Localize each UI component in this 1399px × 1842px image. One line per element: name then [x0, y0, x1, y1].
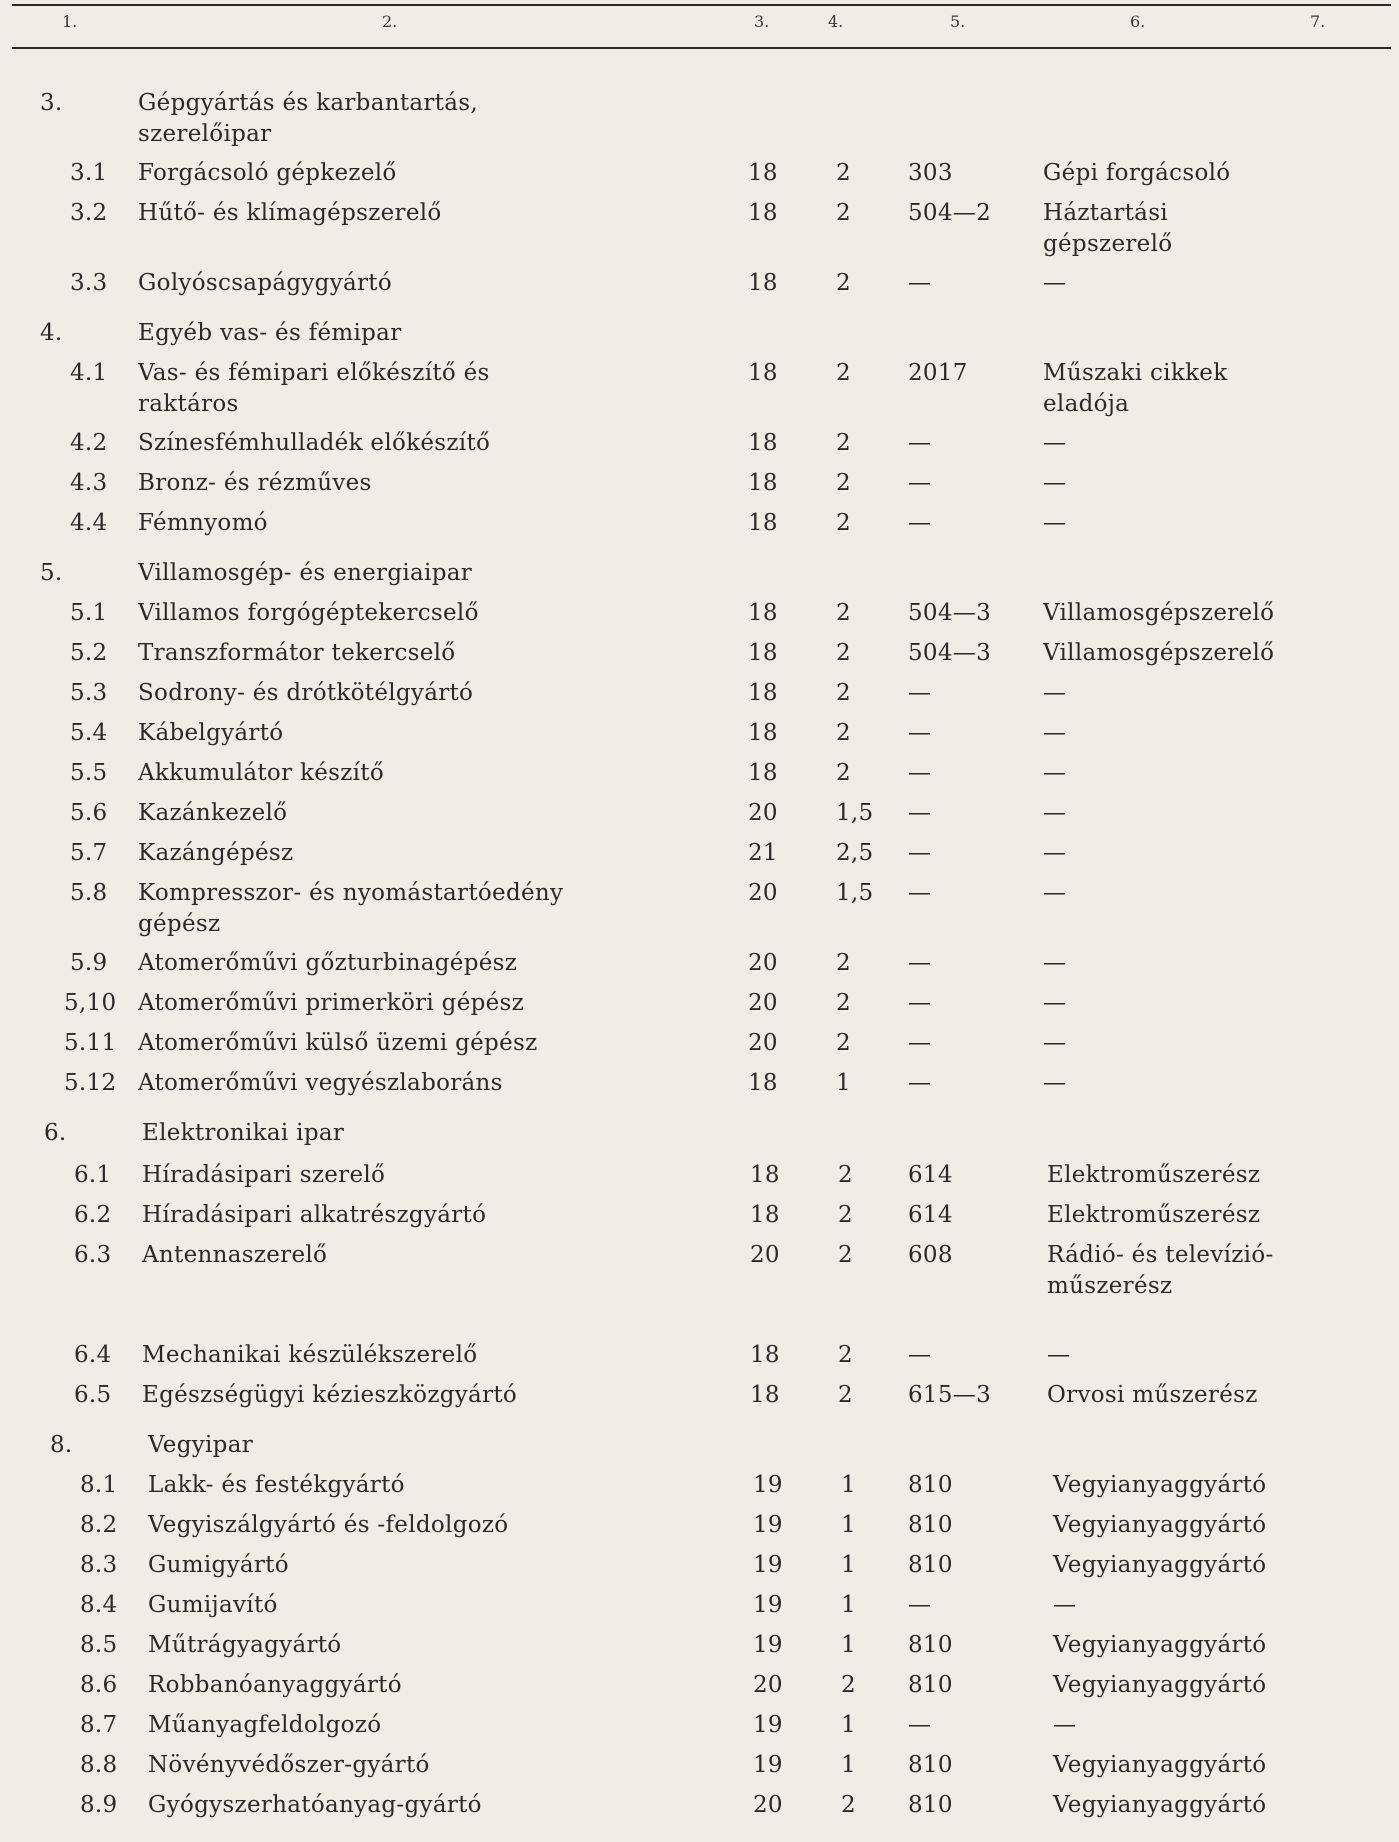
section-number: 3.	[40, 90, 63, 116]
row-number: 4.3	[70, 470, 108, 496]
code-cell: 810	[908, 1632, 953, 1658]
min-age-cell: 18	[748, 360, 778, 386]
duration-cell: 1	[841, 1712, 856, 1738]
occupation-name: Hűtő- és klímagépszerelő	[138, 200, 442, 226]
duration-cell: 1	[841, 1592, 856, 1618]
duration-cell: 1	[841, 1752, 856, 1778]
section-number: 6.	[44, 1120, 67, 1146]
related-occupation-cell: Műszaki cikkek eladója	[1043, 360, 1228, 417]
duration-cell: 2	[836, 360, 851, 386]
row-number: 8.4	[80, 1592, 118, 1618]
occupation-name: Transzformátor tekercselő	[138, 640, 456, 666]
min-age-cell: 18	[748, 680, 778, 706]
code-cell: —	[908, 950, 932, 976]
code-cell: —	[908, 1070, 932, 1096]
related-occupation-cell: Vegyianyaggyártó	[1053, 1752, 1267, 1778]
duration-cell: 1,5	[836, 880, 874, 906]
code-cell: 810	[908, 1512, 953, 1538]
duration-cell: 2	[836, 1030, 851, 1056]
duration-cell: 2	[836, 600, 851, 626]
duration-cell: 2	[836, 720, 851, 746]
top-rule	[12, 4, 1391, 6]
min-age-cell: 20	[748, 990, 778, 1016]
related-occupation-cell: Vegyianyaggyártó	[1053, 1792, 1267, 1818]
code-cell: —	[908, 840, 932, 866]
related-occupation-cell: Vegyianyaggyártó	[1053, 1672, 1267, 1698]
code-cell: —	[908, 510, 932, 536]
related-occupation-cell: —	[1043, 720, 1067, 746]
duration-cell: 2	[838, 1202, 853, 1228]
min-age-cell: 20	[753, 1792, 783, 1818]
row-number: 8.3	[80, 1552, 118, 1578]
related-occupation-cell: Villamosgépszerelő	[1043, 640, 1275, 666]
min-age-cell: 18	[748, 600, 778, 626]
row-number: 5.7	[70, 840, 108, 866]
occupation-name: Vegyiszálgyártó és -feldolgozó	[148, 1512, 509, 1538]
row-number: 8.9	[80, 1792, 118, 1818]
row-number: 5.11	[64, 1030, 117, 1056]
min-age-cell: 20	[748, 880, 778, 906]
column-header-1: 1.	[62, 12, 78, 31]
code-cell: 810	[908, 1552, 953, 1578]
code-cell: 810	[908, 1792, 953, 1818]
code-cell: 810	[908, 1472, 953, 1498]
min-age-cell: 18	[750, 1342, 780, 1368]
code-cell: —	[908, 1030, 932, 1056]
code-cell: 810	[908, 1752, 953, 1778]
occupation-name: Kábelgyártó	[138, 720, 284, 746]
row-number: 5.9	[70, 950, 108, 976]
code-cell: —	[908, 760, 932, 786]
occupation-name: Fémnyomó	[138, 510, 268, 536]
code-cell: —	[908, 880, 932, 906]
column-header-2: 2.	[382, 12, 398, 31]
row-number: 5.8	[70, 880, 108, 906]
row-number: 8.5	[80, 1632, 118, 1658]
row-number: 5.12	[64, 1070, 117, 1096]
row-number: 4.1	[70, 360, 108, 386]
column-header-6: 6.	[1130, 12, 1146, 31]
related-occupation-cell: Villamosgépszerelő	[1043, 600, 1275, 626]
code-cell: —	[908, 800, 932, 826]
duration-cell: 1	[841, 1512, 856, 1538]
row-number: 5.5	[70, 760, 108, 786]
row-number: 5.2	[70, 640, 108, 666]
duration-cell: 2	[836, 510, 851, 536]
duration-cell: 2	[838, 1382, 853, 1408]
column-header-4: 4.	[828, 12, 844, 31]
min-age-cell: 20	[748, 800, 778, 826]
min-age-cell: 18	[750, 1382, 780, 1408]
row-number: 5.3	[70, 680, 108, 706]
duration-cell: 1	[841, 1472, 856, 1498]
related-occupation-cell: Rádió- és televízió-műszerész	[1047, 1242, 1274, 1299]
related-occupation-cell: —	[1043, 880, 1067, 906]
min-age-cell: 19	[753, 1512, 783, 1538]
row-number: 8.2	[80, 1512, 118, 1538]
occupation-name: Atomerőművi vegyészlaboráns	[138, 1070, 503, 1096]
duration-cell: 2	[836, 160, 851, 186]
related-occupation-cell: —	[1043, 470, 1067, 496]
occupation-name: Akkumulátor készítő	[138, 760, 384, 786]
related-occupation-cell: Vegyianyaggyártó	[1053, 1632, 1267, 1658]
occupation-name: Színesfémhulladék előkészítő	[138, 430, 491, 456]
min-age-cell: 18	[748, 430, 778, 456]
code-cell: —	[908, 1592, 932, 1618]
related-occupation-cell: —	[1043, 800, 1067, 826]
duration-cell: 2	[841, 1792, 856, 1818]
min-age-cell: 20	[748, 950, 778, 976]
duration-cell: 2,5	[836, 840, 874, 866]
min-age-cell: 18	[748, 510, 778, 536]
row-number: 3.1	[70, 160, 108, 186]
related-occupation-cell: Orvosi műszerész	[1047, 1382, 1258, 1408]
occupation-name: Sodrony- és drótkötélgyártó	[138, 680, 474, 706]
row-number: 8.6	[80, 1672, 118, 1698]
occupation-name: Műtrágyagyártó	[148, 1632, 342, 1658]
duration-cell: 1	[841, 1632, 856, 1658]
related-occupation-cell: —	[1043, 990, 1067, 1016]
occupation-name: Bronz- és rézműves	[138, 470, 372, 496]
min-age-cell: 20	[750, 1242, 780, 1268]
duration-cell: 2	[838, 1342, 853, 1368]
occupation-name: Lakk- és festékgyártó	[148, 1472, 405, 1498]
min-age-cell: 19	[753, 1592, 783, 1618]
occupation-name: Vas- és fémipari előkészítő és raktáros	[138, 360, 490, 417]
duration-cell: 2	[836, 430, 851, 456]
min-age-cell: 19	[753, 1632, 783, 1658]
code-cell: —	[908, 990, 932, 1016]
related-occupation-cell: Vegyianyaggyártó	[1053, 1552, 1267, 1578]
duration-cell: 2	[836, 200, 851, 226]
related-occupation-cell: Elektroműszerész	[1047, 1162, 1261, 1188]
duration-cell: 2	[836, 680, 851, 706]
occupation-name: Golyóscsapágygyártó	[138, 270, 392, 296]
section-title: Vegyipar	[148, 1432, 254, 1458]
min-age-cell: 19	[753, 1552, 783, 1578]
code-cell: —	[908, 680, 932, 706]
min-age-cell: 20	[753, 1672, 783, 1698]
min-age-cell: 19	[753, 1472, 783, 1498]
occupation-name: Antennaszerelő	[142, 1242, 328, 1268]
occupation-name: Gumigyártó	[148, 1552, 289, 1578]
section-title: Egyéb vas- és fémipar	[138, 320, 402, 346]
occupation-name: Műanyagfeldolgozó	[148, 1712, 382, 1738]
duration-cell: 2	[836, 990, 851, 1016]
code-cell: —	[908, 270, 932, 296]
related-occupation-cell: —	[1053, 1712, 1077, 1738]
row-number: 5.6	[70, 800, 108, 826]
duration-cell: 1	[841, 1552, 856, 1578]
duration-cell: 2	[836, 470, 851, 496]
duration-cell: 2	[836, 950, 851, 976]
code-cell: 303	[908, 160, 953, 186]
related-occupation-cell: —	[1043, 510, 1067, 536]
related-occupation-cell: —	[1043, 1070, 1067, 1096]
code-cell: 614	[908, 1202, 953, 1228]
duration-cell: 1,5	[836, 800, 874, 826]
section-number: 8.	[50, 1432, 73, 1458]
occupation-name: Egészségügyi kézieszközgyártó	[142, 1382, 518, 1408]
row-number: 8.8	[80, 1752, 118, 1778]
occupation-name: Forgácsoló gépkezelő	[138, 160, 397, 186]
occupation-name: Kazánkezelő	[138, 800, 288, 826]
min-age-cell: 18	[750, 1202, 780, 1228]
min-age-cell: 18	[748, 470, 778, 496]
occupation-name: Villamos forgógéptekercselő	[138, 600, 479, 626]
code-cell: —	[908, 430, 932, 456]
min-age-cell: 18	[748, 160, 778, 186]
min-age-cell: 18	[748, 760, 778, 786]
duration-cell: 2	[838, 1162, 853, 1188]
row-number: 6.4	[74, 1342, 112, 1368]
occupation-name: Robbanóanyaggyártó	[148, 1672, 402, 1698]
min-age-cell: 18	[750, 1162, 780, 1188]
occupation-name: Gumijavító	[148, 1592, 278, 1618]
min-age-cell: 20	[748, 1030, 778, 1056]
section-title: Villamosgép- és energiaipar	[138, 560, 473, 586]
occupation-name: Mechanikai készülékszerelő	[142, 1342, 478, 1368]
row-number: 5,10	[64, 990, 117, 1016]
related-occupation-cell: Elektroműszerész	[1047, 1202, 1261, 1228]
code-cell: 810	[908, 1672, 953, 1698]
related-occupation-cell: —	[1047, 1342, 1071, 1368]
section-title: Gépgyártás és karbantartás, szerelőipar	[138, 90, 478, 147]
occupation-name: Kompresszor- és nyomástartóedény gépész	[138, 880, 564, 937]
code-cell: 615—3	[908, 1382, 992, 1408]
duration-cell: 2	[838, 1242, 853, 1268]
min-age-cell: 18	[748, 270, 778, 296]
row-number: 3.3	[70, 270, 108, 296]
occupation-name: Híradásipari szerelő	[142, 1162, 386, 1188]
row-number: 6.2	[74, 1202, 112, 1228]
occupation-name: Atomerőművi külső üzemi gépész	[138, 1030, 538, 1056]
column-header-3: 3.	[754, 12, 770, 31]
min-age-cell: 19	[753, 1752, 783, 1778]
min-age-cell: 18	[748, 1070, 778, 1096]
occupation-name: Kazángépész	[138, 840, 294, 866]
occupation-name: Atomerőművi gőzturbinagépész	[138, 950, 518, 976]
row-number: 6.3	[74, 1242, 112, 1268]
row-number: 4.4	[70, 510, 108, 536]
row-number: 8.7	[80, 1712, 118, 1738]
occupation-name: Növényvédőszer-gyártó	[148, 1752, 430, 1778]
header-rule	[12, 47, 1391, 49]
duration-cell: 2	[836, 640, 851, 666]
row-number: 5.4	[70, 720, 108, 746]
code-cell: —	[908, 720, 932, 746]
occupation-name: Híradásipari alkatrészgyártó	[142, 1202, 487, 1228]
code-cell: 608	[908, 1242, 953, 1268]
row-number: 6.5	[74, 1382, 112, 1408]
related-occupation-cell: —	[1043, 1030, 1067, 1056]
min-age-cell: 18	[748, 720, 778, 746]
related-occupation-cell: —	[1043, 840, 1067, 866]
related-occupation-cell: Gépi forgácsoló	[1043, 160, 1231, 186]
code-cell: 614	[908, 1162, 953, 1188]
duration-cell: 1	[836, 1070, 851, 1096]
row-number: 8.1	[80, 1472, 118, 1498]
code-cell: 504—3	[908, 600, 992, 626]
row-number: 4.2	[70, 430, 108, 456]
section-number: 4.	[40, 320, 63, 346]
duration-cell: 2	[836, 760, 851, 786]
occupation-name: Gyógyszerhatóanyag-gyártó	[148, 1792, 482, 1818]
code-cell: —	[908, 1712, 932, 1738]
related-occupation-cell: —	[1043, 430, 1067, 456]
related-occupation-cell: Háztartási gépszerelő	[1043, 200, 1173, 257]
min-age-cell: 19	[753, 1712, 783, 1738]
row-number: 6.1	[74, 1162, 112, 1188]
related-occupation-cell: —	[1053, 1592, 1077, 1618]
code-cell: 504—2	[908, 200, 992, 226]
related-occupation-cell: Vegyianyaggyártó	[1053, 1472, 1267, 1498]
section-number: 5.	[40, 560, 63, 586]
code-cell: 504—3	[908, 640, 992, 666]
code-cell: —	[908, 1342, 932, 1368]
row-number: 5.1	[70, 600, 108, 626]
duration-cell: 2	[841, 1672, 856, 1698]
related-occupation-cell: —	[1043, 950, 1067, 976]
occupation-name: Atomerőművi primerköri gépész	[138, 990, 525, 1016]
min-age-cell: 18	[748, 200, 778, 226]
related-occupation-cell: —	[1043, 760, 1067, 786]
related-occupation-cell: —	[1043, 680, 1067, 706]
min-age-cell: 18	[748, 640, 778, 666]
section-title: Elektronikai ipar	[142, 1120, 345, 1146]
code-cell: —	[908, 470, 932, 496]
related-occupation-cell: Vegyianyaggyártó	[1053, 1512, 1267, 1538]
min-age-cell: 21	[748, 840, 778, 866]
related-occupation-cell: —	[1043, 270, 1067, 296]
code-cell: 2017	[908, 360, 968, 386]
duration-cell: 2	[836, 270, 851, 296]
column-header-5: 5.	[950, 12, 966, 31]
row-number: 3.2	[70, 200, 108, 226]
column-header-7: 7.	[1310, 12, 1326, 31]
